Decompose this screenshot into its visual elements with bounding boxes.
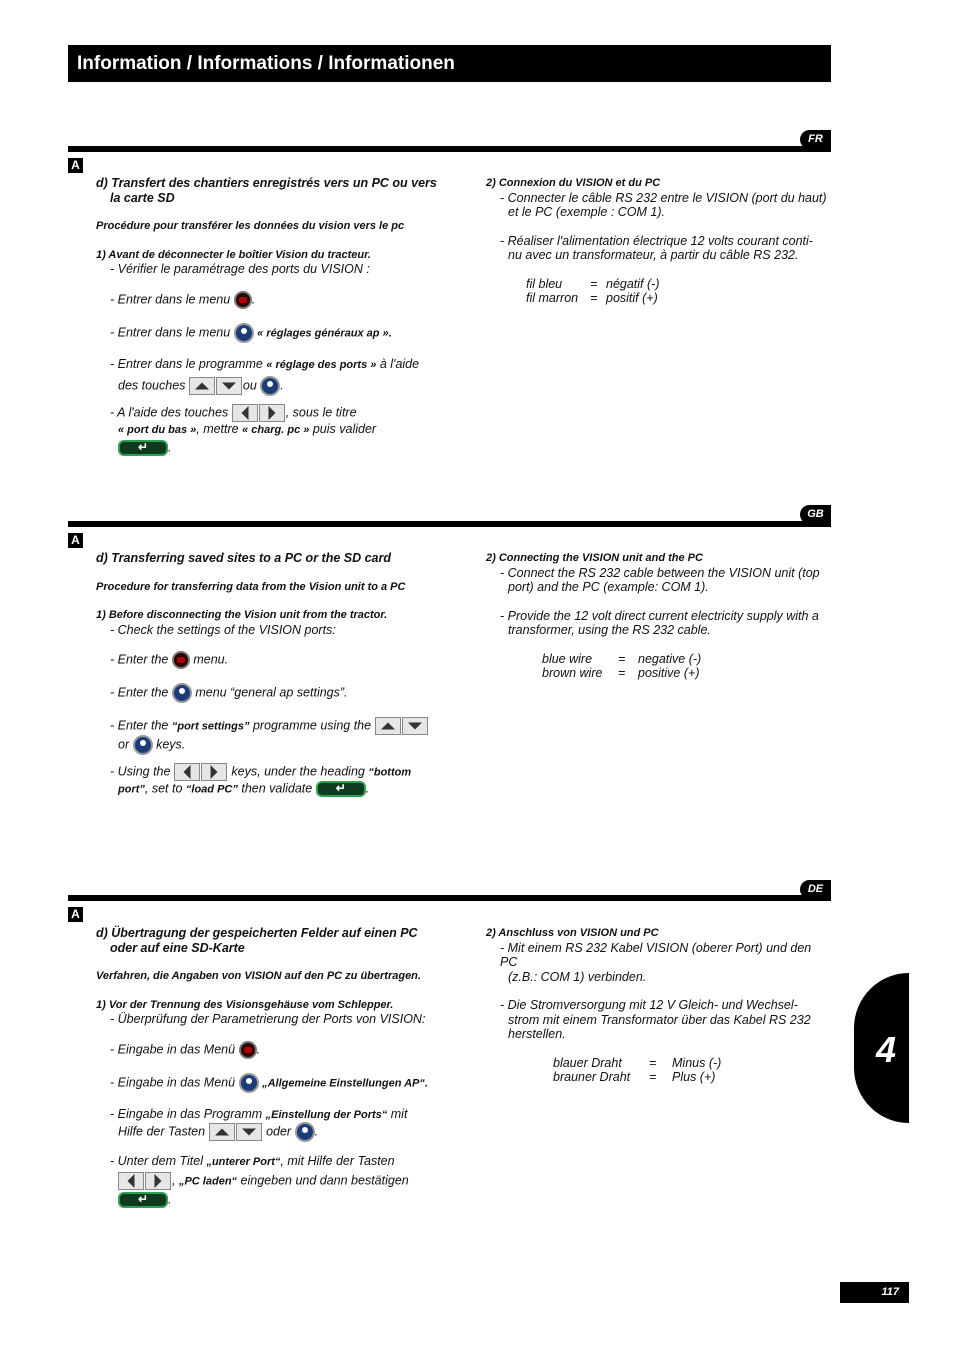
arrow-left-key-icon — [232, 404, 258, 422]
arrow-left-key-icon — [174, 763, 200, 781]
de-wire2-name: brauner Draht — [553, 1070, 631, 1084]
gb-prog-name: “port settings” — [171, 720, 250, 733]
de-conn2-cont2: herstellen. — [508, 1027, 566, 1041]
fr-keys-end: . — [168, 439, 172, 454]
gb-keys-load: “load PC” — [185, 783, 238, 796]
gb-conn-title: 2) Connecting the VISION unit and the PC — [486, 552, 703, 564]
fr-menu1-end: . — [251, 291, 256, 306]
gb-keys-text: - Using the — [110, 764, 171, 779]
section-marker-gb: A — [68, 533, 83, 548]
gb-conn2-cont: transformer, using the RS 232 cable. — [508, 623, 711, 637]
arrow-right-key-icon — [201, 763, 227, 781]
section-rule-fr — [68, 146, 831, 152]
fr-left-column — [96, 176, 456, 456]
fr-prog-aide: à l'aide — [379, 356, 420, 371]
de-conn2-cont: strom mit einem Transformator über das Kabel RS 232 — [508, 1012, 811, 1027]
gb-menu2-text: - Enter the — [110, 685, 169, 700]
section-marker-fr: A — [68, 158, 83, 173]
de-menu2-text: - Eingabe in das Menü — [110, 1074, 236, 1089]
arrow-up-key-icon — [209, 1123, 235, 1141]
fr-conn-title: 2) Connexion du VISION et du PC — [486, 177, 661, 189]
arrow-up-key-icon — [189, 377, 215, 395]
gb-menu2-name: menu “general ap settings”. — [195, 685, 348, 700]
arrow-down-key-icon — [216, 377, 242, 395]
arrow-left-key-icon — [118, 1172, 144, 1190]
fr-menu2-name: « réglages généraux ap ». — [257, 326, 392, 339]
gb-wire2 — [486, 666, 831, 681]
de-step1: 1) Vor der Trennung des Visionsgehäuse vom Schlepper. — [96, 998, 394, 1011]
gb-keys-end: . — [365, 781, 370, 796]
gb-keys-bottom: “bottom — [368, 766, 412, 779]
fr-wire2 — [486, 291, 831, 306]
gb-wire2-name: brown wire — [542, 666, 603, 680]
lang-badge-de: DE — [800, 880, 831, 899]
lang-badge-fr: FR — [800, 130, 831, 149]
header-title: Information / Informations / Informationen — [77, 53, 455, 74]
fr-conn2: - Réaliser l'alimentation électrique 12 volts courant conti- — [500, 233, 813, 248]
gb-prog-or: or — [118, 737, 130, 752]
gb-menu1-text: - Enter the — [110, 652, 169, 667]
de-menu1-end: . — [256, 1041, 261, 1056]
de-prog-text: - Eingabe in das Programm — [110, 1106, 263, 1121]
fr-wire2-name: fil marron — [526, 291, 579, 305]
gb-right-column — [486, 551, 831, 681]
fr-conn1: - Connecter le câble RS 232 entre le VISION (port du haut) — [500, 190, 827, 205]
stop-button-icon — [239, 1041, 257, 1059]
de-wire2-eq: = — [649, 1070, 657, 1084]
chapter-tab — [854, 973, 909, 1123]
gb-prog-keys: keys. — [156, 737, 186, 752]
arrow-right-key-icon — [259, 404, 285, 422]
page-number: 117 — [840, 1282, 909, 1303]
settings-button-icon — [260, 376, 280, 396]
fr-wire1 — [486, 277, 831, 292]
fr-procedure: Procédure pour transférer les données du vision vers le pc — [96, 220, 405, 232]
gb-keys-port: port” — [118, 783, 145, 796]
fr-wire1-eq: = — [590, 276, 598, 291]
enter-key-icon: ↵ — [118, 1192, 168, 1208]
gb-wire1 — [486, 652, 831, 667]
fr-keys-port: « port du bas » — [118, 424, 197, 436]
fr-right-column — [486, 176, 831, 306]
de-prog-oder: oder — [266, 1124, 292, 1139]
gb-conn1-cont: port) and the PC (example: COM 1). — [508, 580, 709, 594]
settings-button-icon — [172, 683, 192, 703]
de-prog-end: . — [314, 1124, 319, 1139]
fr-step1: 1) Avant de déconnecter le boîtier Vision du tracteur. — [96, 248, 371, 261]
de-prog-name: „Einstellung der Ports“ — [265, 1108, 388, 1121]
gb-check: - Check the settings of the VISION ports: — [110, 622, 336, 637]
gb-conn2: - Provide the 12 volt direct current electricity supply with a — [500, 608, 819, 623]
gb-keys-heading: keys, under the heading — [231, 764, 365, 779]
gb-wire2-val: positive (+) — [638, 666, 700, 680]
gb-wire2-eq: = — [618, 666, 626, 680]
settings-button-icon — [133, 735, 153, 755]
gb-menu1-end: menu. — [193, 652, 229, 667]
de-keys-text: - Unter dem Titel — [110, 1154, 203, 1168]
arrow-down-key-icon — [236, 1123, 262, 1141]
gb-wire1-val: negative (-) — [638, 651, 702, 666]
de-prog-mit: mit — [390, 1106, 408, 1121]
page-header — [68, 45, 831, 82]
de-keys-pc: „PC laden“ — [178, 1174, 238, 1187]
section-marker-de: A — [68, 907, 83, 922]
de-right-column — [486, 926, 831, 1085]
fr-title: d) Transfert des chantiers enregistrés vers un PC ou vers — [96, 176, 437, 190]
fr-keys-charg: « charg. pc » — [242, 424, 310, 436]
gb-conn1: - Connect the RS 232 cable between the VISION unit (top — [500, 565, 820, 580]
fr-menu1-text: - Entrer dans le menu — [110, 291, 231, 306]
fr-prog-keys: des touches — [118, 378, 186, 393]
settings-button-icon — [295, 1122, 315, 1142]
stop-button-icon — [234, 291, 252, 309]
de-menu1-text: - Eingabe in das Menü — [110, 1041, 236, 1056]
de-wire1-name: blauer Draht — [553, 1055, 622, 1070]
chapter-number: 4 — [876, 1029, 897, 1070]
de-wire1 — [486, 1056, 831, 1071]
fr-title-cont: la carte SD — [110, 190, 175, 205]
de-wire1-eq: = — [649, 1055, 657, 1070]
de-wire2 — [486, 1070, 831, 1085]
de-keys-hilfe: , mit Hilfe der Tasten — [280, 1154, 395, 1168]
de-wire1-val: Minus (-) — [672, 1055, 722, 1070]
fr-prog-end: . — [280, 378, 284, 393]
fr-keys-titre: , sous le titre — [285, 405, 357, 420]
de-left-column — [96, 926, 456, 1208]
section-rule-gb — [68, 521, 831, 527]
gb-wire1-eq: = — [618, 651, 626, 666]
de-conn2: - Die Stromversorgung mit 12 V Gleich- und Wechsel- — [500, 998, 798, 1012]
stop-button-icon — [172, 651, 190, 669]
section-rule-de — [68, 895, 831, 901]
enter-key-icon: ↵ — [316, 781, 366, 797]
de-prog-hilfe: Hilfe der Tasten — [118, 1124, 206, 1139]
fr-wire1-name: fil bleu — [526, 276, 563, 291]
fr-wire2-val: positif (+) — [606, 291, 658, 305]
de-conn1: - Mit einem RS 232 Kabel VISION (oberer Port) und den PC — [500, 940, 812, 969]
de-conn1-cont: (z.B.: COM 1) verbinden. — [508, 969, 647, 984]
fr-keys-text: - A l'aide des touches — [110, 405, 229, 420]
fr-wire2-eq: = — [590, 291, 598, 305]
arrow-up-key-icon — [375, 717, 401, 735]
de-check: - Überprüfung der Parametrierung der Ports von VISION: — [110, 1012, 426, 1026]
de-wire2-val: Plus (+) — [672, 1070, 716, 1084]
gb-left-column — [96, 551, 456, 797]
arrow-right-key-icon — [145, 1172, 171, 1190]
de-keys-comma: , — [172, 1172, 176, 1187]
fr-keys-mettre: , mettre — [196, 422, 239, 436]
de-keys-port: „unterer Port“ — [206, 1156, 281, 1168]
gb-prog-using: programme using the — [252, 718, 372, 733]
gb-step1: 1) Before disconnecting the Vision unit from the tractor. — [96, 609, 388, 621]
settings-button-icon — [234, 323, 254, 343]
fr-prog-text: - Entrer dans le programme — [110, 356, 263, 371]
gb-procedure: Procedure for transferring data from the Vision unit to a PC — [96, 580, 406, 593]
lang-badge-gb: GB — [800, 505, 831, 524]
fr-wire1-val: négatif (-) — [606, 276, 660, 291]
fr-conn1-cont: et le PC (exemple : COM 1). — [508, 205, 665, 219]
de-title-cont: oder auf eine SD-Karte — [110, 940, 245, 955]
gb-wire1-name: blue wire — [542, 651, 593, 666]
de-conn-title: 2) Anschluss von VISION und PC — [486, 927, 659, 939]
de-menu2-name: „Allgemeine Einstellungen AP“. — [262, 1076, 428, 1089]
fr-keys-valider: puis valider — [312, 422, 377, 436]
arrow-down-key-icon — [402, 717, 428, 735]
fr-conn2-cont: nu avec un transformateur, à partir du câble RS 232. — [508, 248, 799, 262]
gb-keys-setto: , set to — [144, 781, 183, 796]
fr-prog-ou: ou — [242, 378, 257, 393]
enter-key-icon: ↵ — [118, 440, 168, 456]
de-keys-bestaetigen: eingeben und dann bestätigen — [240, 1172, 409, 1187]
de-title: d) Übertragung der gespeicherten Felder auf einen PC — [96, 926, 418, 940]
fr-prog-name: « réglage des ports » — [266, 358, 377, 371]
fr-menu2-text: - Entrer dans le menu — [110, 324, 231, 339]
de-keys-end: . — [168, 1191, 172, 1206]
settings-button-icon — [239, 1073, 259, 1093]
fr-check: - Vérifier le paramétrage des ports du VISION : — [110, 262, 370, 276]
gb-title: d) Transferring saved sites to a PC or the SD card — [96, 551, 391, 565]
gb-prog-text: - Enter the — [110, 718, 169, 733]
de-procedure: Verfahren, die Angaben von VISION auf den PC zu übertragen. — [96, 970, 421, 982]
gb-keys-validate: then validate — [241, 781, 313, 796]
